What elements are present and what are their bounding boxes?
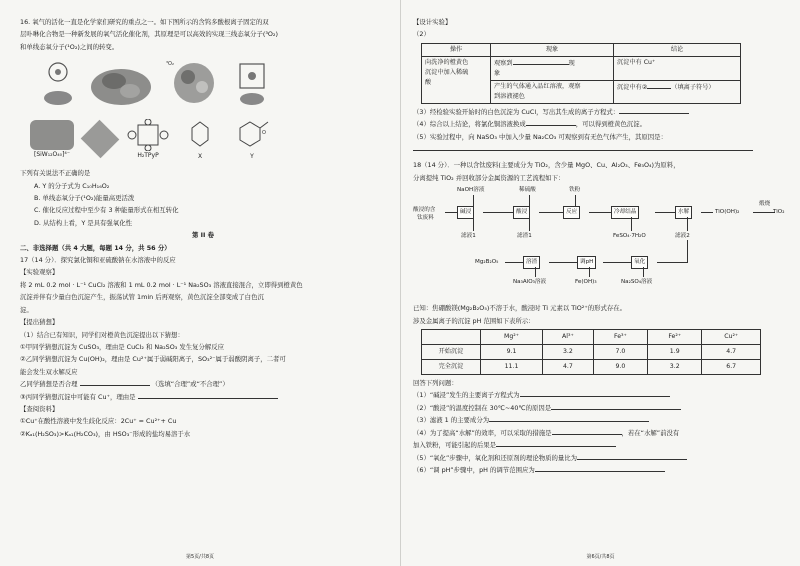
q18-4-text-3: 加入铁粉，可能引起的后果是	[413, 441, 497, 450]
phenomenon-text: 观察到	[494, 59, 513, 67]
product-feoh3: Fe(OH)₃	[575, 279, 597, 286]
operation-line: 酸	[425, 78, 432, 86]
q17-3	[413, 106, 782, 118]
right-page	[400, 0, 800, 566]
process-flowchart	[413, 186, 785, 298]
product-mgb2o5: Mg₂B₂O₅	[475, 259, 499, 266]
experiment-title: 【实验观察】	[20, 268, 59, 277]
ph-cell: 开始沉淀	[422, 345, 481, 360]
q16-line-2: 层卟啉化合物是一种新发展的氧气活化催化剂，其原理是可以高效的实现三线态氧分子(³O₂)	[20, 30, 278, 39]
reference-title: 【查阅资料】	[20, 404, 59, 413]
ph-header-cell: Mg²⁺	[481, 330, 543, 345]
polyoxometalate-figure	[30, 120, 74, 159]
left-page-footer: 第5页/共8页	[185, 554, 215, 560]
answer-blank[interactable]	[513, 58, 569, 65]
right-page-footer: 第6页/共8页	[586, 554, 615, 560]
oxygen-activation-image	[164, 57, 224, 109]
q18-2-text: （2）“酸浸”的温度控制在 30℃~40℃的原因是	[413, 403, 552, 412]
hypothesis-line-6-text: ③丙同学猜想沉淀中可能有 Cu⁺，理由是	[20, 392, 136, 401]
section-heading: 二、非选择题（共 4 大题，每题 14 分，共 56 分）	[20, 243, 171, 252]
step-calcination: 煅烧	[759, 201, 771, 208]
conclusion-text: 沉淀中有②	[617, 83, 648, 91]
answer-blank[interactable]	[535, 465, 665, 472]
figure-label-x: X	[197, 152, 203, 160]
experiment-table-row	[422, 56, 741, 80]
reagent-iron: 铁粉	[569, 187, 581, 194]
phenomenon-text: 到溶液褪色	[494, 92, 525, 100]
hypothesis-line-5	[20, 378, 386, 390]
header-operation: 操作	[422, 43, 491, 56]
ph-cell: 完全沉淀	[422, 360, 481, 375]
hypothesis-title: 【提出猜想】	[20, 318, 59, 327]
q18-4-text: （4）为了提高“水解”的效率，可以采取的措施是	[413, 428, 552, 437]
operation-line: 向洗净的橙黄色	[425, 58, 469, 66]
svg-text:O: O	[262, 129, 266, 136]
ph-cell: 9.1	[481, 345, 543, 360]
answer-blank[interactable]	[526, 119, 576, 126]
answer-blank[interactable]	[647, 82, 671, 89]
ph-table-row-end	[422, 360, 761, 375]
option-c: C. 催化反应过程中至少有 3 种能量形式在相互转化	[34, 206, 179, 215]
option-a: A. Y 的分子式为 C₁₀H₁₆O₂	[34, 181, 110, 190]
filtrate-2: 滤液2	[675, 233, 690, 240]
q18-6-text: （6）“调 pH”步骤中，pH 的调节范围应为	[413, 465, 535, 474]
porphyrin-structure-image	[38, 58, 78, 108]
reference-line-1: ①Cu⁺在酸性溶液中发生歧化反应：2Cu⁺ = Cu²⁺+ Cu	[20, 417, 177, 426]
filtrate-1: 滤液1	[461, 233, 476, 240]
q17-4	[413, 118, 782, 130]
phenomenon-cell-1	[491, 56, 614, 80]
ph-cell: 4.7	[702, 345, 761, 360]
product-naalo2: Na₃AlO₃溶液	[513, 279, 547, 286]
ph-table	[421, 329, 761, 375]
q17-5: （5）实验过程中，向 NaSO₃ 中加入少量 Na₂CO₃ 可观察到有无色气体产生，其原因是：	[413, 132, 667, 141]
product-tio2: TiO₂	[773, 209, 785, 216]
answer-blank[interactable]	[489, 415, 649, 422]
operation-cell	[422, 56, 491, 103]
tpyp-structure-image	[126, 119, 170, 151]
q18-4-text-2: ，若在“水解”前没有	[621, 428, 680, 437]
operation-line: 沉淀中加入稀硫	[425, 68, 469, 76]
hypothesis-line-5-text: 乙同学猜想是否合理	[20, 380, 78, 389]
reagent-acid: 稀硫酸	[519, 187, 536, 194]
q16-stem: 下列有关说法不正确的是	[20, 169, 91, 178]
q17-4-text-2: ，可以得到橙黄色沉淀。	[575, 120, 647, 129]
phenomenon-text: 现	[568, 59, 575, 67]
step-reaction: 反应	[563, 206, 580, 219]
answer-blank[interactable]	[80, 379, 150, 386]
hypothesis-line-2: ①甲同学猜想沉淀为 CuSO₃，理由是 CuCl₂ 和 Na₂SO₃ 发生复分解反应	[20, 342, 225, 351]
q16-line-1: 16. 氧气的活化一直是化学家们研究的重点之一。如下图所示的含钨多酸根离子固定的双	[20, 18, 269, 26]
answer-heading: 回答下列问题：	[413, 379, 458, 388]
q18-3	[413, 414, 782, 426]
figure-label-y: Y	[250, 152, 254, 160]
answer-blank[interactable]	[577, 453, 687, 460]
ph-cell: 3.2	[648, 360, 702, 375]
answer-blank[interactable]	[496, 440, 616, 447]
q18-line-2: 分离提纯 TiO₂ 并回收部分金属资源的工艺流程如下：	[413, 173, 565, 182]
reference-line-2: ②Kₐ₁(H₂SO₃)>Kₐ₁(H₂CO₃)，由 HSO₃⁻形成的盐均易溶于水	[20, 429, 191, 438]
q18-2	[413, 402, 782, 414]
ph-header-cell: Al³⁺	[543, 330, 594, 345]
q18-6	[413, 464, 782, 476]
q18-1	[413, 389, 782, 401]
catalyst-figure-row-2	[30, 113, 386, 165]
design-q2: （2）	[413, 30, 430, 39]
feed-label-2: 钛废料	[417, 215, 434, 222]
step-cooling-crystallization: 冷却结晶	[611, 206, 639, 219]
ph-header-cell	[422, 330, 481, 345]
ph-cell: 11.1	[481, 360, 543, 375]
step-dissolve-residue: 溶渣	[523, 256, 540, 269]
ph-header-cell: Fe²⁺	[648, 330, 702, 345]
feed-label: 酸浸的含	[413, 207, 436, 214]
q18-5-text: （5）“氧化”步骤中，氧化剂和还原剂的理论物质的量比为	[413, 453, 578, 462]
step-oxidation: 氧化	[631, 256, 648, 269]
step-hydrolysis: 水解	[675, 206, 692, 219]
ph-cell: 4.7	[543, 360, 594, 375]
q16-line-3: 和单线态氧分子(¹O₂)之间的转变。	[20, 42, 119, 51]
option-d: D. 从结构上看，Y 是具有强氧化性	[34, 218, 132, 227]
q17-5-blank-line	[413, 143, 782, 155]
conclusion-cell-1: 沉淀中有 Cu⁺	[614, 56, 741, 80]
answer-blank[interactable]	[138, 392, 278, 399]
porphyrin-figure	[126, 119, 170, 160]
figure-label-siw: [SiW₁₂O₄₀]⁴⁻	[33, 150, 70, 158]
header-phenomenon: 现象	[491, 43, 614, 56]
answer-blank[interactable]	[551, 403, 681, 410]
hypothesis-line-5-hint: （选填“合理”或“不合理”）	[151, 380, 229, 389]
hypothesis-line-1: （1）结合已有知识，同学们对橙黄色沉淀提出以下猜想：	[20, 330, 184, 339]
ph-table-row-start	[422, 345, 761, 360]
hypothesis-line-3: ②乙同学猜想沉淀为 Cu(OH)₂，理由是 Cu²⁺属于弱碱阳离子，SO₃²⁻属于弱酸阴离子，二者可	[20, 355, 286, 364]
ph-cell: 3.2	[543, 345, 594, 360]
known-info-2: 涉及金属离子的沉淀 pH 范围如下表所示：	[413, 316, 535, 325]
step-alkali-leach: 碱浸	[457, 206, 474, 219]
ph-header-cell: Fe³⁺	[593, 330, 647, 345]
molecule-x-image	[188, 118, 212, 152]
answer-blank[interactable]	[552, 428, 622, 435]
molecule-x-figure	[188, 118, 212, 161]
q18-4	[413, 427, 782, 439]
design-title: 【设计实验】	[413, 18, 452, 26]
q17-heading: 17（14 分）．探究氯化铜和亚硫酸钠在水溶液中的反应	[20, 256, 176, 265]
product-feso4: FeSO₄·7H₂O	[613, 233, 646, 240]
ph-table-header	[422, 330, 761, 345]
catalyst-figure-row-1	[38, 55, 386, 111]
conclusion-cell-2	[614, 80, 741, 103]
svg-text:³O₂: ³O₂	[166, 61, 174, 68]
porphyrin-structure-image-2	[232, 58, 272, 108]
answer-blank[interactable]	[520, 390, 670, 397]
ph-header-cell: Cu²⁺	[702, 330, 761, 345]
volume-heading: 第 II 卷	[192, 231, 214, 240]
q18-3-text: （3）滤液 1 的主要成分为	[413, 416, 490, 425]
reagent-naoh: NaOH溶液	[457, 187, 485, 194]
product-na2so4: Na₂SO₄溶液	[621, 279, 653, 286]
q17-4-text: （4）综合以上结论，将氯化铜溶液换成	[413, 120, 526, 129]
q17-3-text: （3）经检验实验开始时的白色沉淀为 CuCl，写出其生成的离子方程式：	[413, 107, 620, 116]
q18-5	[413, 452, 782, 464]
known-info: 已知：焦硼酸镁(Mg₂B₂O₅)不溶于水，酸浸时 Ti 元素以 TiO²⁺的形式存在。	[413, 304, 627, 313]
experiment-line-3: 淀。	[20, 305, 33, 314]
double-layer-catalyst-image	[86, 57, 156, 109]
option-b: B. 单线态氧分子(¹O₂)能量高更活泼	[34, 194, 135, 203]
experiment-table	[421, 43, 741, 104]
product-tioh2: TiO(OH)₂	[715, 209, 740, 216]
molecule-y-image	[232, 118, 272, 152]
ph-cell: 9.0	[593, 360, 647, 375]
ph-cell: 6.7	[702, 360, 761, 375]
answer-blank[interactable]	[619, 107, 689, 114]
hypothesis-line-4: 能会发生双水解反应	[20, 367, 78, 376]
phenomenon-text: 产生的气体通入品红溶液，观察	[494, 82, 581, 90]
hypothesis-line-6	[20, 391, 386, 403]
figure-label-tpyp: H₂TPyP	[137, 151, 159, 159]
polyhedron-figure	[81, 120, 120, 159]
q18-line-1: 18（14 分）．一种以含钛废料(主要成分为 TiO₂，含少量 MgO、Cu、Al₂O₃、Fe₃O₄)为原料，	[413, 161, 680, 170]
molecule-y-figure	[232, 118, 272, 161]
phenomenon-cell-2	[491, 80, 614, 103]
phenomenon-text: 象	[494, 69, 501, 77]
experiment-line-1: 将 2 mL 0.2 mol · L⁻¹ CuCl₂ 溶液和 1 mL 0.2 mol · L⁻¹ Na₂SO₃ 溶液直接混合，立即得到橙黄色	[20, 280, 303, 289]
q18-1-text: （1）“碱浸”发生的主要离子方程式为	[413, 391, 520, 400]
filter-residue-1: 滤渣1	[517, 233, 532, 240]
header-conclusion: 结论	[614, 43, 741, 56]
experiment-table-header	[422, 43, 741, 56]
step-adjust-ph: 调pH	[577, 256, 596, 269]
experiment-line-2: 沉淀并伴有少量白色沉淀产生，振荡试管 1min 后再观察，黄色沉淀全部变成了白色沉	[20, 293, 264, 302]
answer-blank[interactable]	[413, 144, 753, 151]
ph-cell: 7.0	[593, 345, 647, 360]
step-acid-leach: 酸浸	[513, 206, 530, 219]
q18-4-cont	[413, 439, 782, 451]
conclusion-text: （填离子符号）	[671, 83, 715, 91]
ph-cell: 1.9	[648, 345, 702, 360]
